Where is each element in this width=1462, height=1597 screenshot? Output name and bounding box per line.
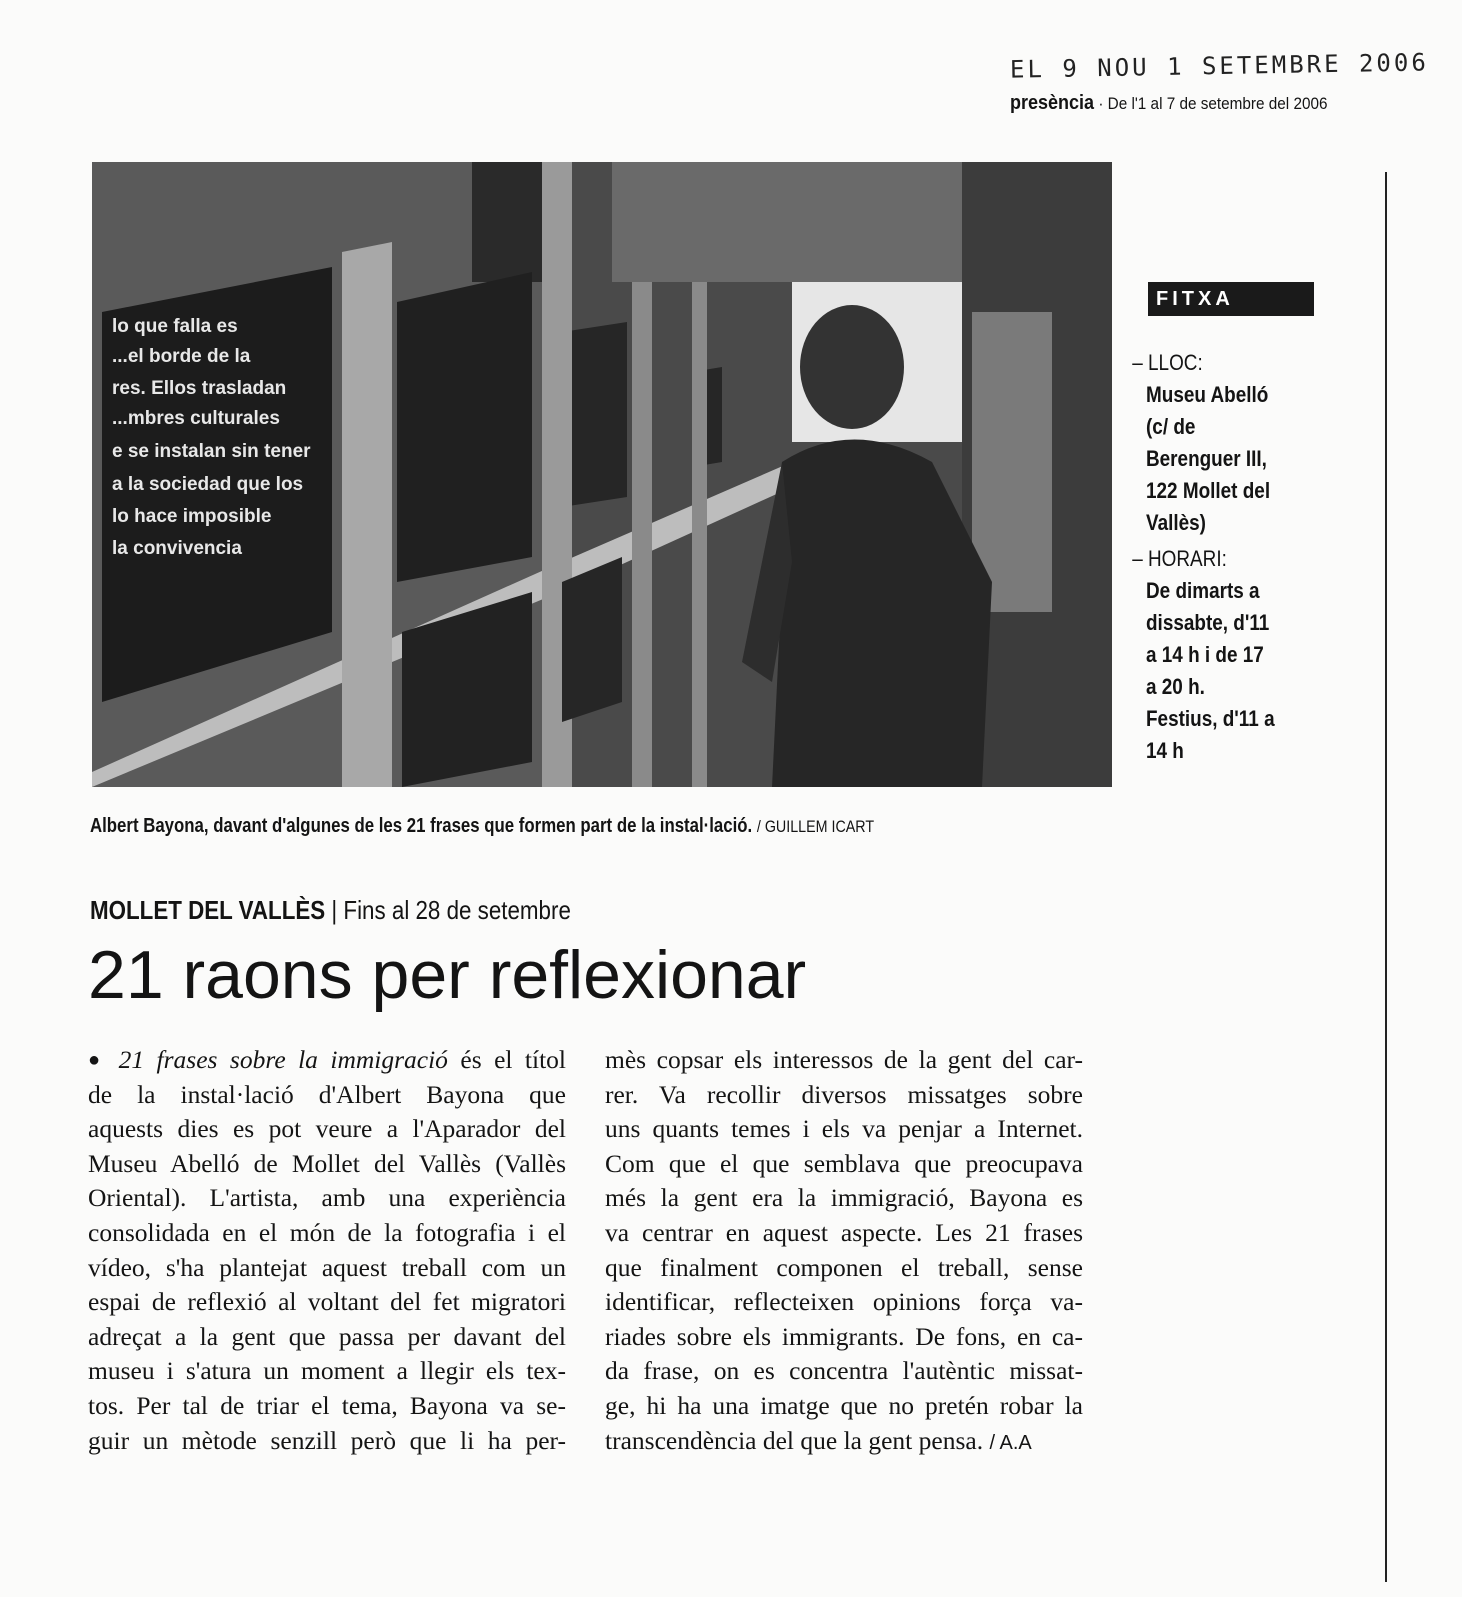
section-name: presència xyxy=(1010,92,1095,114)
body-line: vídeo, s'ha plantejat aquest treball com un xyxy=(88,1252,566,1282)
kicker-place: MOLLET DEL VALLÈS xyxy=(90,895,326,925)
body-line-last xyxy=(605,1424,1083,1459)
kicker-subtitle: Fins al 28 de setembre xyxy=(343,895,571,925)
body-line: ge, hi ha una imatge que no pretén robar la xyxy=(605,1390,1083,1420)
lead-title: 21 frases sobre la immigració xyxy=(118,1045,448,1074)
bullet-icon: ● xyxy=(88,1049,107,1071)
body-line: que finalment componen el treball, sense xyxy=(605,1252,1083,1282)
body-line: museu i s'atura un moment a llegir els tex- xyxy=(88,1356,566,1386)
body-line: Oriental). L'artista, amb una experiència xyxy=(88,1183,566,1213)
fitxa-box xyxy=(1132,347,1318,767)
body-line: espai de reflexió al voltant del fet migratori xyxy=(88,1287,566,1317)
body-line: Museu Abelló de Mollet del Vallès (Vallès xyxy=(88,1148,566,1178)
body-line: da frase, on es concentra l'autèntic missat- xyxy=(605,1356,1083,1386)
article-headline: 21 raons per reflexionar xyxy=(88,937,807,1013)
fitxa-badge: FITXA xyxy=(1148,282,1314,316)
running-head-separator: · xyxy=(1098,94,1108,113)
photo-credit: / GUILLEM ICART xyxy=(756,817,875,836)
body-line: rer. Va recollir diversos missatges sobre xyxy=(605,1079,1083,1109)
fitxa-label-lloc: – LLOC: xyxy=(1132,350,1203,375)
panel-phrase-4: ...mbres culturales xyxy=(112,408,280,429)
fitxa-value-horari: De dimarts a dissabte, d'11 a 14 h i de 17 a 20 h. Festius, d'11 a 14 h xyxy=(1146,578,1275,763)
panel-phrase-2: ...el borde de la xyxy=(112,346,251,367)
article-body-left xyxy=(88,1043,566,1458)
panel-phrase-6: a la sociedad que los xyxy=(112,474,304,495)
caption-text: Albert Bayona, davant d'algunes de les 21 frases que formen part de la instal·lació. xyxy=(90,815,753,837)
fitxa-label-horari: – HORARI: xyxy=(1132,546,1227,571)
body-line: guir un mètode senzill però que li ha per- xyxy=(88,1425,566,1455)
body-line: Com que el que semblava que preocupava xyxy=(605,1148,1083,1178)
body-last-text: transcendència del que la gent pensa. xyxy=(605,1425,984,1455)
body-line: mès copsar els interessos de la gent del car- xyxy=(605,1045,1083,1074)
lead-rest: és el títol xyxy=(447,1045,566,1074)
panel-phrase-8: la convivencia xyxy=(112,538,242,559)
kicker-separator: | xyxy=(325,895,344,925)
body-line: de la instal·lació d'Albert Bayona que xyxy=(88,1079,566,1109)
article-body-right xyxy=(605,1043,1083,1458)
body-line: adreçat a la gent que passa per davant del xyxy=(88,1321,566,1351)
handwritten-date-note: EL 9 NOU 1 SETEMBRE 2006 xyxy=(1009,48,1429,84)
body-line: tos. Per tal de triar el tema, Bayona va se- xyxy=(88,1390,566,1420)
body-line xyxy=(88,1043,566,1078)
author-signature: / A.A xyxy=(989,1431,1032,1454)
photo-illustration xyxy=(92,162,1112,787)
phrase-panel-2 xyxy=(397,272,532,582)
panel-phrase-5: e se instalan sin tener xyxy=(112,441,311,462)
article-kicker xyxy=(90,895,571,926)
fitxa-item-lloc xyxy=(1132,347,1318,539)
fitxa-item-horari xyxy=(1132,543,1318,767)
panel-phrase-1: lo que falla es xyxy=(112,316,238,337)
photo-caption xyxy=(90,815,874,838)
body-line: identificar, reflecteixen opinions força va- xyxy=(605,1287,1083,1317)
body-line: uns quants temes i els va penjar a Internet. xyxy=(605,1114,1083,1144)
body-line: més la gent era la immigració, Bayona es xyxy=(605,1183,1083,1213)
body-line: aquests dies es pot veure a l'Aparador del xyxy=(88,1114,566,1144)
panel-phrase-3: res. Ellos trasladan xyxy=(112,378,287,399)
fitxa-value-lloc: Museu Abelló (c/ de Berenguer III, 122 Mollet del Vallès) xyxy=(1146,382,1271,535)
issue-dates: De l'1 al 7 de setembre del 2006 xyxy=(1107,94,1328,113)
running-head xyxy=(1010,92,1327,115)
column-divider xyxy=(1385,172,1387,1582)
article-photo xyxy=(92,162,1112,787)
body-line: va centrar en aquest aspecte. Les 21 frases xyxy=(605,1217,1083,1247)
panel-phrase-7: lo hace imposible xyxy=(112,506,272,527)
body-line: riades sobre els immigrants. De fons, en ca- xyxy=(605,1321,1083,1351)
body-line: consolidada en el món de la fotografia i el xyxy=(88,1217,566,1247)
